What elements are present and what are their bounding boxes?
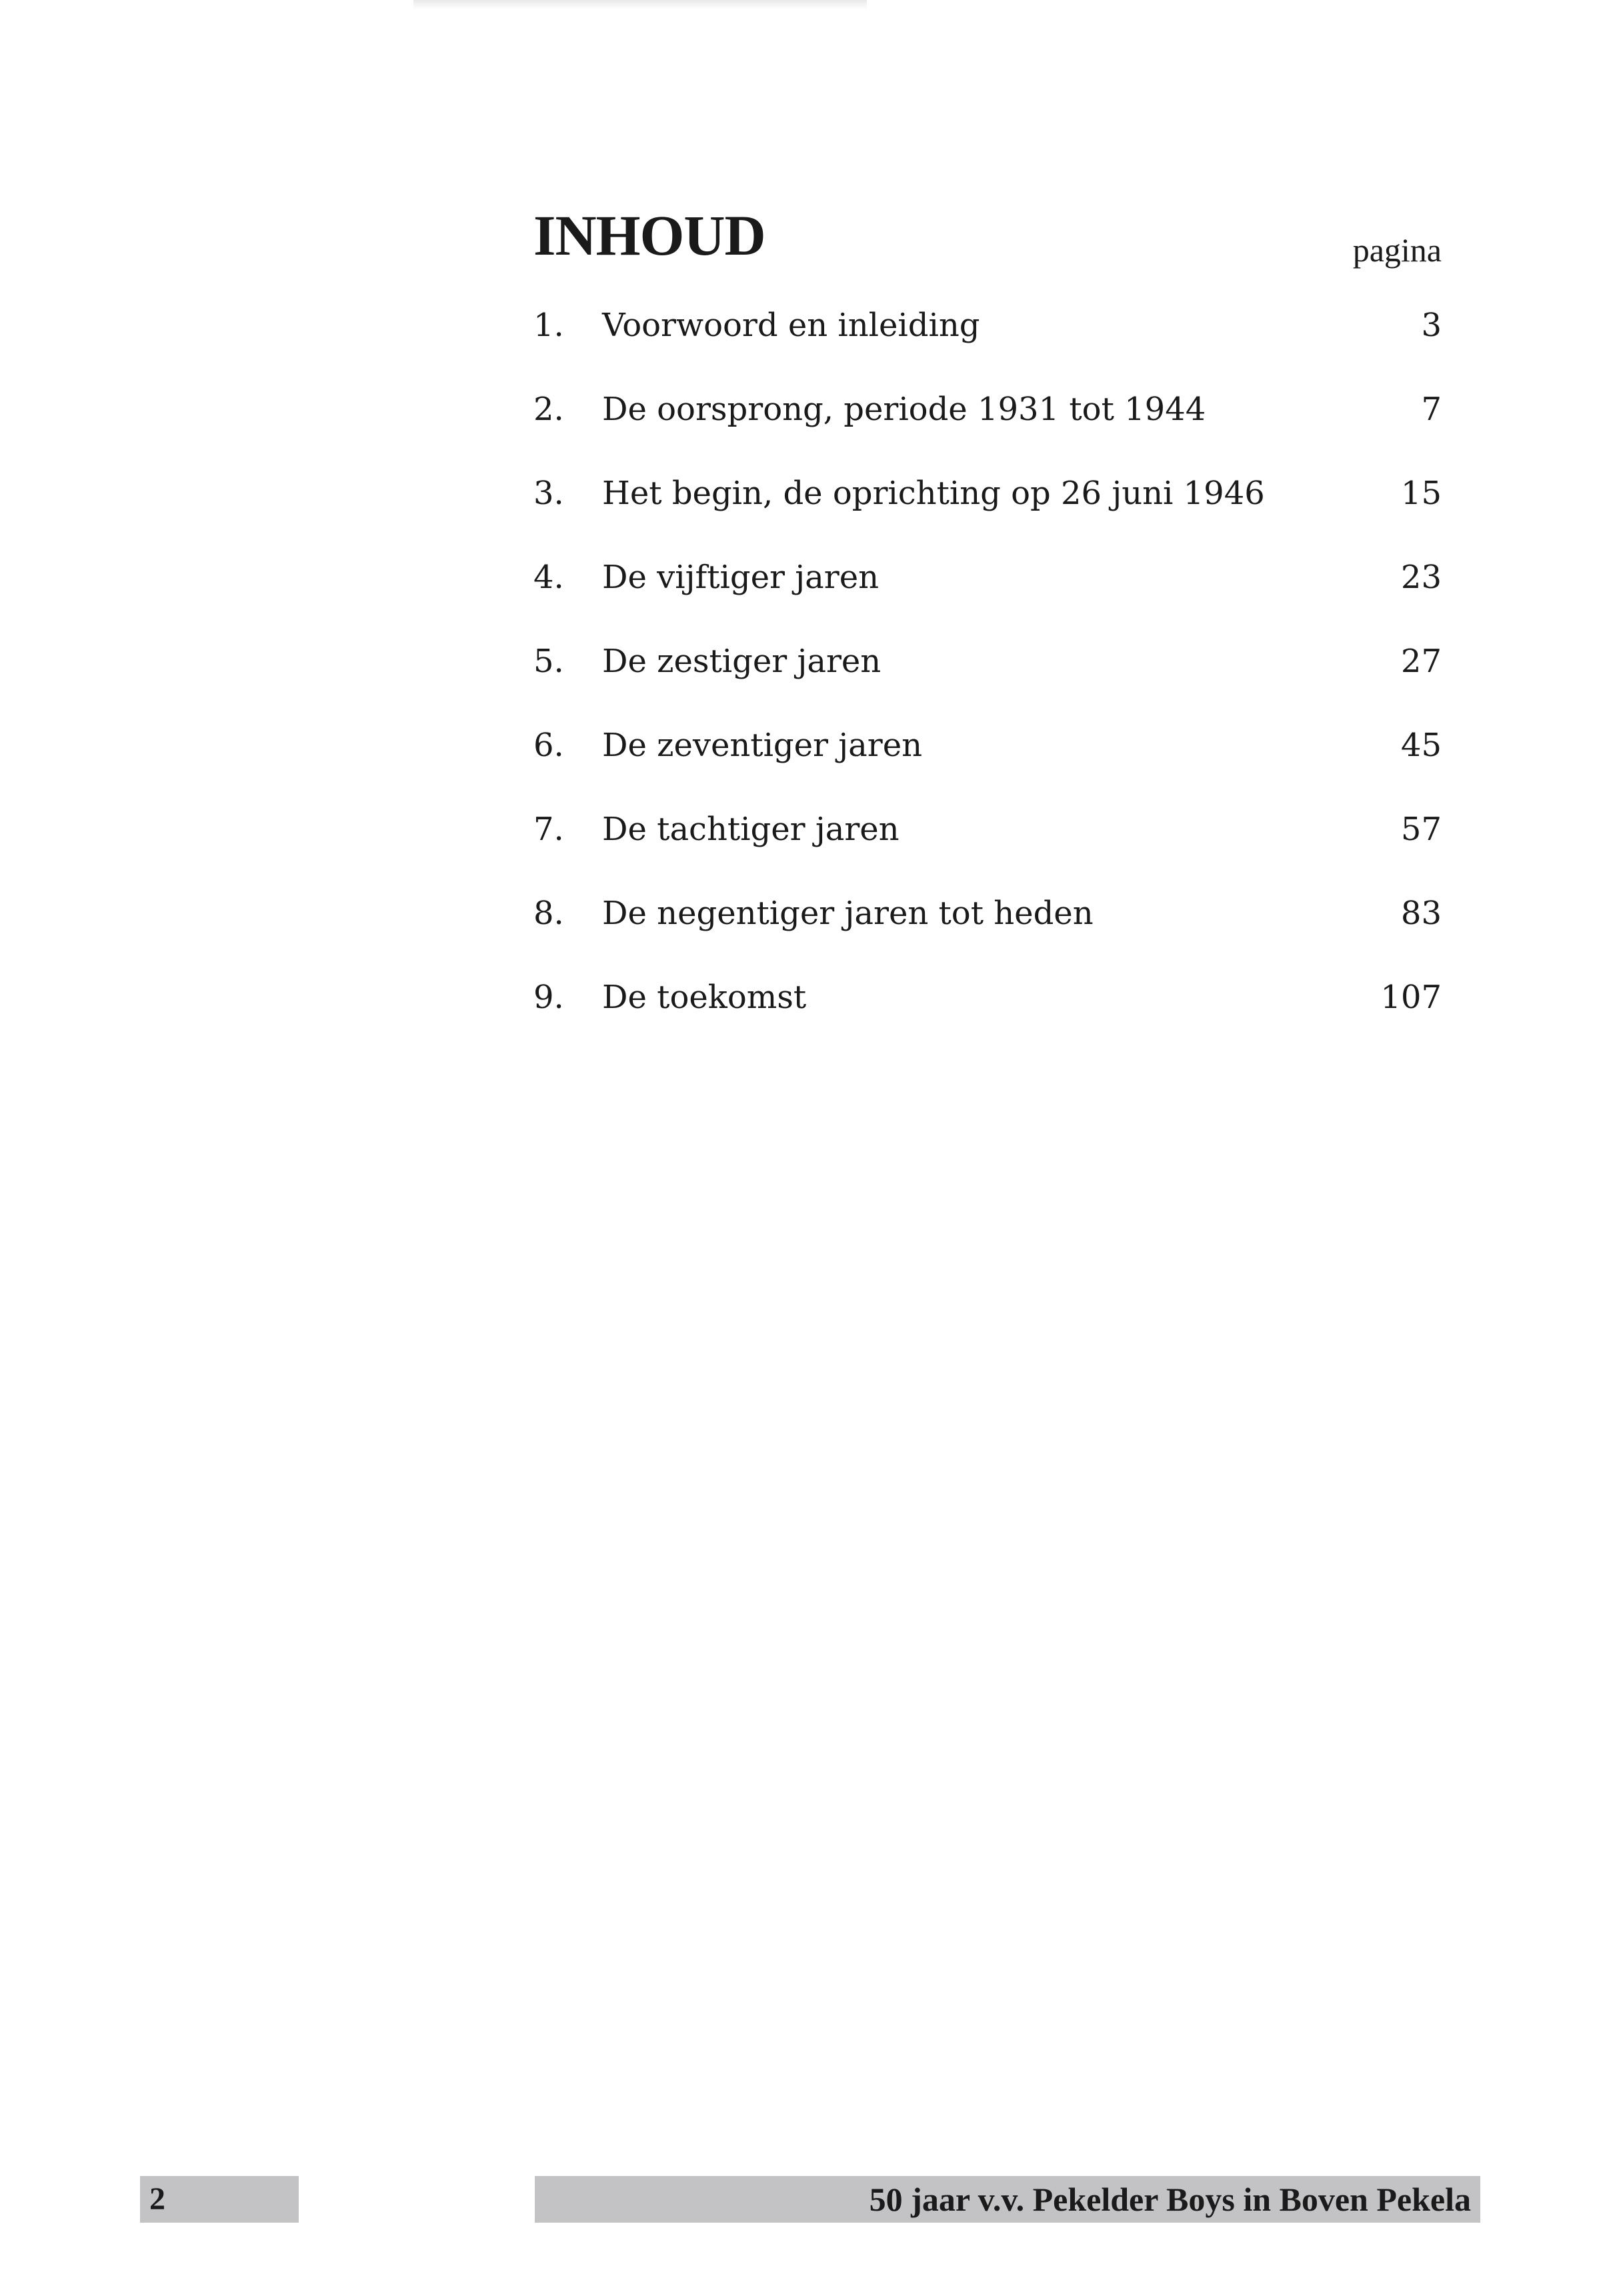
- toc-entry-number: 7.: [533, 811, 564, 848]
- toc-entry-number: 8.: [533, 895, 564, 932]
- toc-entry-page: 83: [1400, 895, 1442, 932]
- toc-entry-number: 3.: [533, 475, 564, 512]
- toc-page-column-header: pagina: [1352, 231, 1442, 269]
- toc-entry-title: De tachtiger jaren: [602, 811, 900, 848]
- toc-entry[interactable]: [533, 977, 1442, 1061]
- toc-entry[interactable]: [533, 893, 1442, 977]
- toc-entry[interactable]: [533, 473, 1442, 557]
- toc-entry[interactable]: [533, 557, 1442, 641]
- toc-entry-page: 23: [1400, 559, 1442, 596]
- toc-entry-page: 3: [1421, 307, 1442, 344]
- toc-entry-number: 6.: [533, 727, 564, 764]
- toc-entry-title: De toekomst: [602, 979, 807, 1016]
- toc-entry-number: 2.: [533, 391, 564, 428]
- scan-edge-shadow: [413, 0, 867, 9]
- toc-entry-page: 7: [1421, 391, 1442, 428]
- toc-entry-title: Het begin, de oprichting op 26 juni 1946: [602, 475, 1265, 512]
- toc-entry-title: Voorwoord en inleiding: [602, 307, 980, 344]
- footer-page-number: 2: [149, 2181, 165, 2217]
- toc-entry-page: 45: [1400, 727, 1442, 764]
- toc-entry-page: 15: [1400, 475, 1442, 512]
- toc-entry[interactable]: [533, 305, 1442, 389]
- toc-entry[interactable]: [533, 809, 1442, 893]
- toc-entry-number: 5.: [533, 643, 564, 680]
- toc-entry-page: 107: [1380, 979, 1442, 1016]
- toc-entry-title: De zeventiger jaren: [602, 727, 923, 764]
- toc-list: [533, 305, 1442, 1061]
- toc-entry-number: 9.: [533, 979, 564, 1016]
- toc-entry-title: De vijftiger jaren: [602, 559, 880, 596]
- toc-entry-title: De negentiger jaren tot heden: [602, 895, 1094, 932]
- toc-title: INHOUD: [533, 203, 765, 267]
- toc-entry-number: 1.: [533, 307, 564, 344]
- footer-title-bar: [535, 2176, 1480, 2223]
- toc-entry-page: 57: [1400, 811, 1442, 848]
- toc-entry[interactable]: [533, 641, 1442, 725]
- toc-entry-title: De zestiger jaren: [602, 643, 882, 680]
- toc-entry-title: De oorsprong, periode 1931 tot 1944: [602, 391, 1206, 428]
- footer-page-number-bar: [140, 2176, 299, 2223]
- toc-entry-number: 4.: [533, 559, 564, 596]
- toc-entry[interactable]: [533, 725, 1442, 809]
- footer-title: 50 jaar v.v. Pekelder Boys in Boven Pekela: [869, 2181, 1471, 2218]
- toc-entry-page: 27: [1400, 643, 1442, 680]
- toc-entry[interactable]: [533, 389, 1442, 473]
